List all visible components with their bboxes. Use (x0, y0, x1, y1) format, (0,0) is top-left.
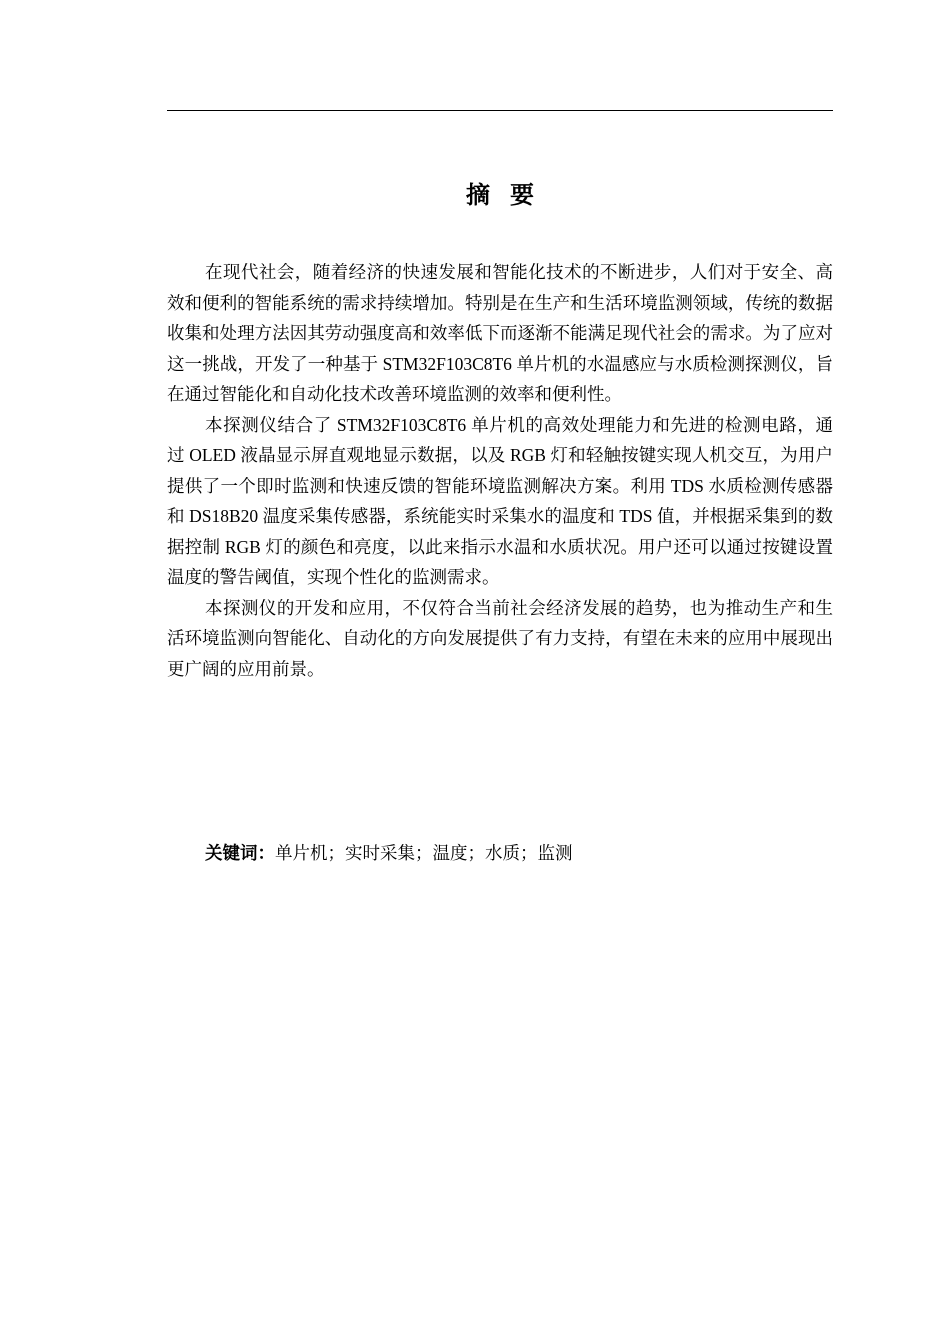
abstract-paragraph-1: 在现代社会，随着经济的快速发展和智能化技术的不断进步，人们对于安全、高效和便利的智能系统的需求持续增加。特别是在生产和生活环境监测领域，传统的数据收集和处理方法因其劳动强度高和效率低下而逐渐不能满足现代社会的需求。为了应对这一挑战，开发了一种基于 STM32F103C8T6 单片机的水温感应与水质检测探测仪，旨在通过智能化和自动化技术改善环境监测的效率和便利性。 (167, 262, 833, 404)
keywords-line (205, 838, 573, 869)
header-rule (167, 110, 833, 111)
keywords-list: 单片机；实时采集；温度；水质；监测 (275, 843, 573, 863)
abstract-body (167, 257, 833, 684)
abstract-title: 摘要 (466, 183, 554, 209)
keywords-label: 关键词： (205, 843, 275, 863)
abstract-paragraph-3: 本探测仪的开发和应用，不仅符合当前社会经济发展的趋势，也为推动生产和生活环境监测向智能化、自动化的方向发展提供了有力支持，有望在未来的应用中展现出更广阔的应用前景。 (167, 597, 833, 679)
abstract-paragraph-2: 本探测仪结合了 STM32F103C8T6 单片机的高效处理能力和先进的检测电路，通过 OLED 液晶显示屏直观地显示数据，以及 RGB 灯和轻触按键实现人机交互，为用户提供了一个即时监测和快速反馈的智能环境监测解决方案。利用 TDS 水质检测传感器和 DS18B20 温度采集传感器，系统能实时采集水的温度和 TDS 值，并根据采集到的数据控制 RGB 灯的颜色和亮度，以此来指示水温和水质状况。用户还可以通过按键设置温度的警告阈值，实现个性化的监测需求。 (167, 414, 833, 587)
